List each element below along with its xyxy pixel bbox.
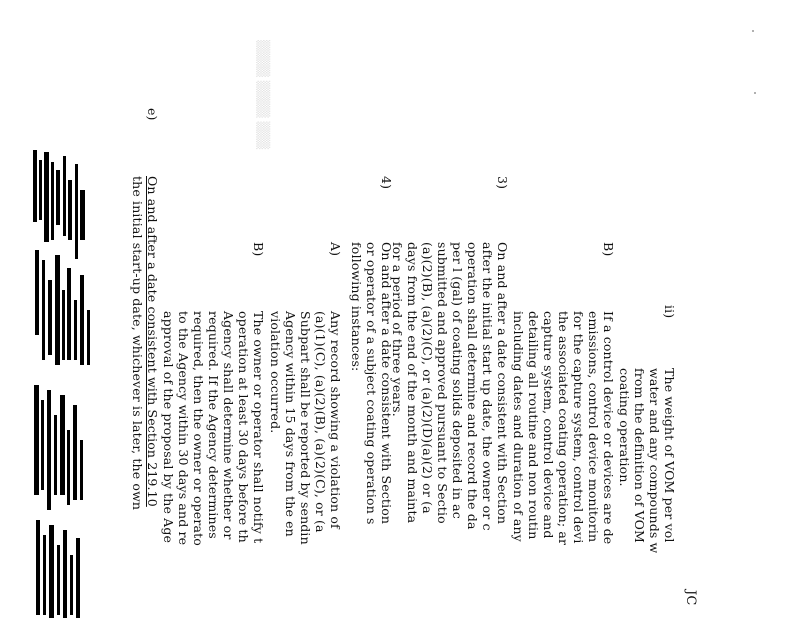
text-line: the initial start-up date, whichever is later, the own — [130, 176, 145, 511]
text-line: to the Agency within 30 days and re — [176, 311, 191, 546]
item-ii-label: ii) — [662, 305, 677, 319]
artifact-bar — [75, 164, 78, 259]
text-line: Agency within 15 days from the en — [283, 311, 298, 537]
bleed-through-text: ▒▒▒▒ ▒▒▒▒ ▒▒▒ — [256, 40, 270, 150]
text-line: water and any compounds w — [647, 368, 662, 554]
text-line: On and after a date consistent with Section — [495, 242, 510, 525]
text-line: Agency shall determine whether or — [221, 311, 236, 540]
text-line: for the capture system, control devi — [571, 311, 586, 544]
artifact-bar — [87, 310, 90, 365]
artifact-bar — [80, 275, 84, 365]
artifact-bar — [60, 395, 65, 495]
artifact-bar — [44, 152, 49, 242]
artifact-bar — [47, 390, 51, 510]
text-line: emissions, control device monitorin — [586, 311, 601, 543]
text-line: Any record showing a violation of — [328, 311, 343, 529]
item-4-label: 4) — [379, 176, 394, 190]
artifact-bar — [49, 525, 54, 618]
text-line: days from the end of the month and mainta — [405, 242, 420, 524]
scan-speck — [754, 92, 756, 94]
text-line: The weight of VOM per vol — [662, 368, 677, 543]
artifact-bar — [62, 290, 65, 360]
artifact-bar — [63, 530, 67, 618]
text-line: If a control device or devices are de — [601, 311, 616, 545]
artifact-bar — [68, 180, 72, 240]
text-line: Subpart shall be reported by sendin — [298, 311, 313, 545]
artifact-bar — [35, 250, 39, 335]
artifact-bar — [67, 268, 71, 360]
artifact-bar — [34, 385, 39, 495]
text-line: approval of the proposal by the Age — [161, 311, 176, 544]
artifact-bar — [42, 260, 45, 360]
artifact-bar — [54, 415, 57, 495]
text-line: The owner or operator shall notify t — [251, 311, 266, 544]
artifact-bar — [80, 440, 83, 500]
header-fragment: JC — [683, 590, 698, 606]
text-line: required, then the owner or operato — [191, 311, 206, 546]
text-line: operation at least 30 days before th — [236, 311, 251, 543]
text-line: for a period of three years. — [390, 242, 405, 417]
artifact-bar — [74, 300, 77, 360]
item-b1-label: B) — [601, 242, 616, 257]
artifact-bar — [33, 150, 37, 222]
text-line: required. If the Agency determines — [206, 311, 221, 539]
artifact-bar — [48, 280, 52, 355]
artifact-bar — [36, 520, 40, 615]
artifact-bar — [51, 162, 54, 240]
text-line: (a)(2)(B), (a)(2)(C), or (a)(2)(D)(a)(2) or (a — [420, 242, 435, 514]
text-line: or operator of a subject coating operation s — [364, 242, 379, 525]
text-line: per l (gal) of coating solids deposited in ac — [450, 242, 465, 519]
scan-artifact-bars — [30, 150, 125, 618]
text-line: from the definition of VOM — [632, 368, 647, 543]
scan-speck — [752, 30, 754, 32]
text-line: submitted and approved pursuant to Sectio — [435, 242, 450, 524]
artifact-bar — [76, 538, 80, 618]
text-line: capture system, control device and — [541, 311, 556, 539]
text-line: including dates and duration of any — [511, 311, 526, 542]
text-line: coating operation. — [617, 368, 632, 487]
artifact-bar — [63, 156, 66, 236]
artifact-bar — [70, 555, 73, 615]
item-b2-label: B) — [251, 242, 266, 257]
artifact-bar — [43, 535, 46, 615]
item-e-label: e) — [145, 108, 160, 121]
text-line: detailing all routine and non routin — [526, 311, 541, 540]
item-3-label: 3) — [495, 176, 510, 190]
text-line: following instances: — [349, 242, 364, 372]
artifact-bar — [39, 160, 42, 220]
artifact-bar — [57, 545, 60, 615]
text-line: the associated coating operation; ar — [556, 311, 571, 546]
artifact-bar — [56, 170, 60, 225]
text-line: operation shall determine and record the da — [465, 242, 480, 530]
text-line: violation occurred. — [268, 311, 283, 434]
artifact-bar — [41, 400, 44, 490]
text-line: (a)(1)(C), (a)(2)(B), (a)(2)(C), or (a — [313, 311, 328, 533]
item-a-label: A) — [328, 242, 343, 257]
artifact-bar — [67, 430, 70, 505]
artifact-bar — [80, 190, 85, 240]
text-line: after the initial start up date, the owner or c — [480, 242, 495, 531]
artifact-bar — [73, 405, 77, 500]
artifact-bar — [55, 255, 60, 365]
text-line-underlined: On and after a date consistent with Section 219.10 — [145, 176, 160, 507]
text-line: On and after a date consistent with Section — [379, 242, 394, 525]
